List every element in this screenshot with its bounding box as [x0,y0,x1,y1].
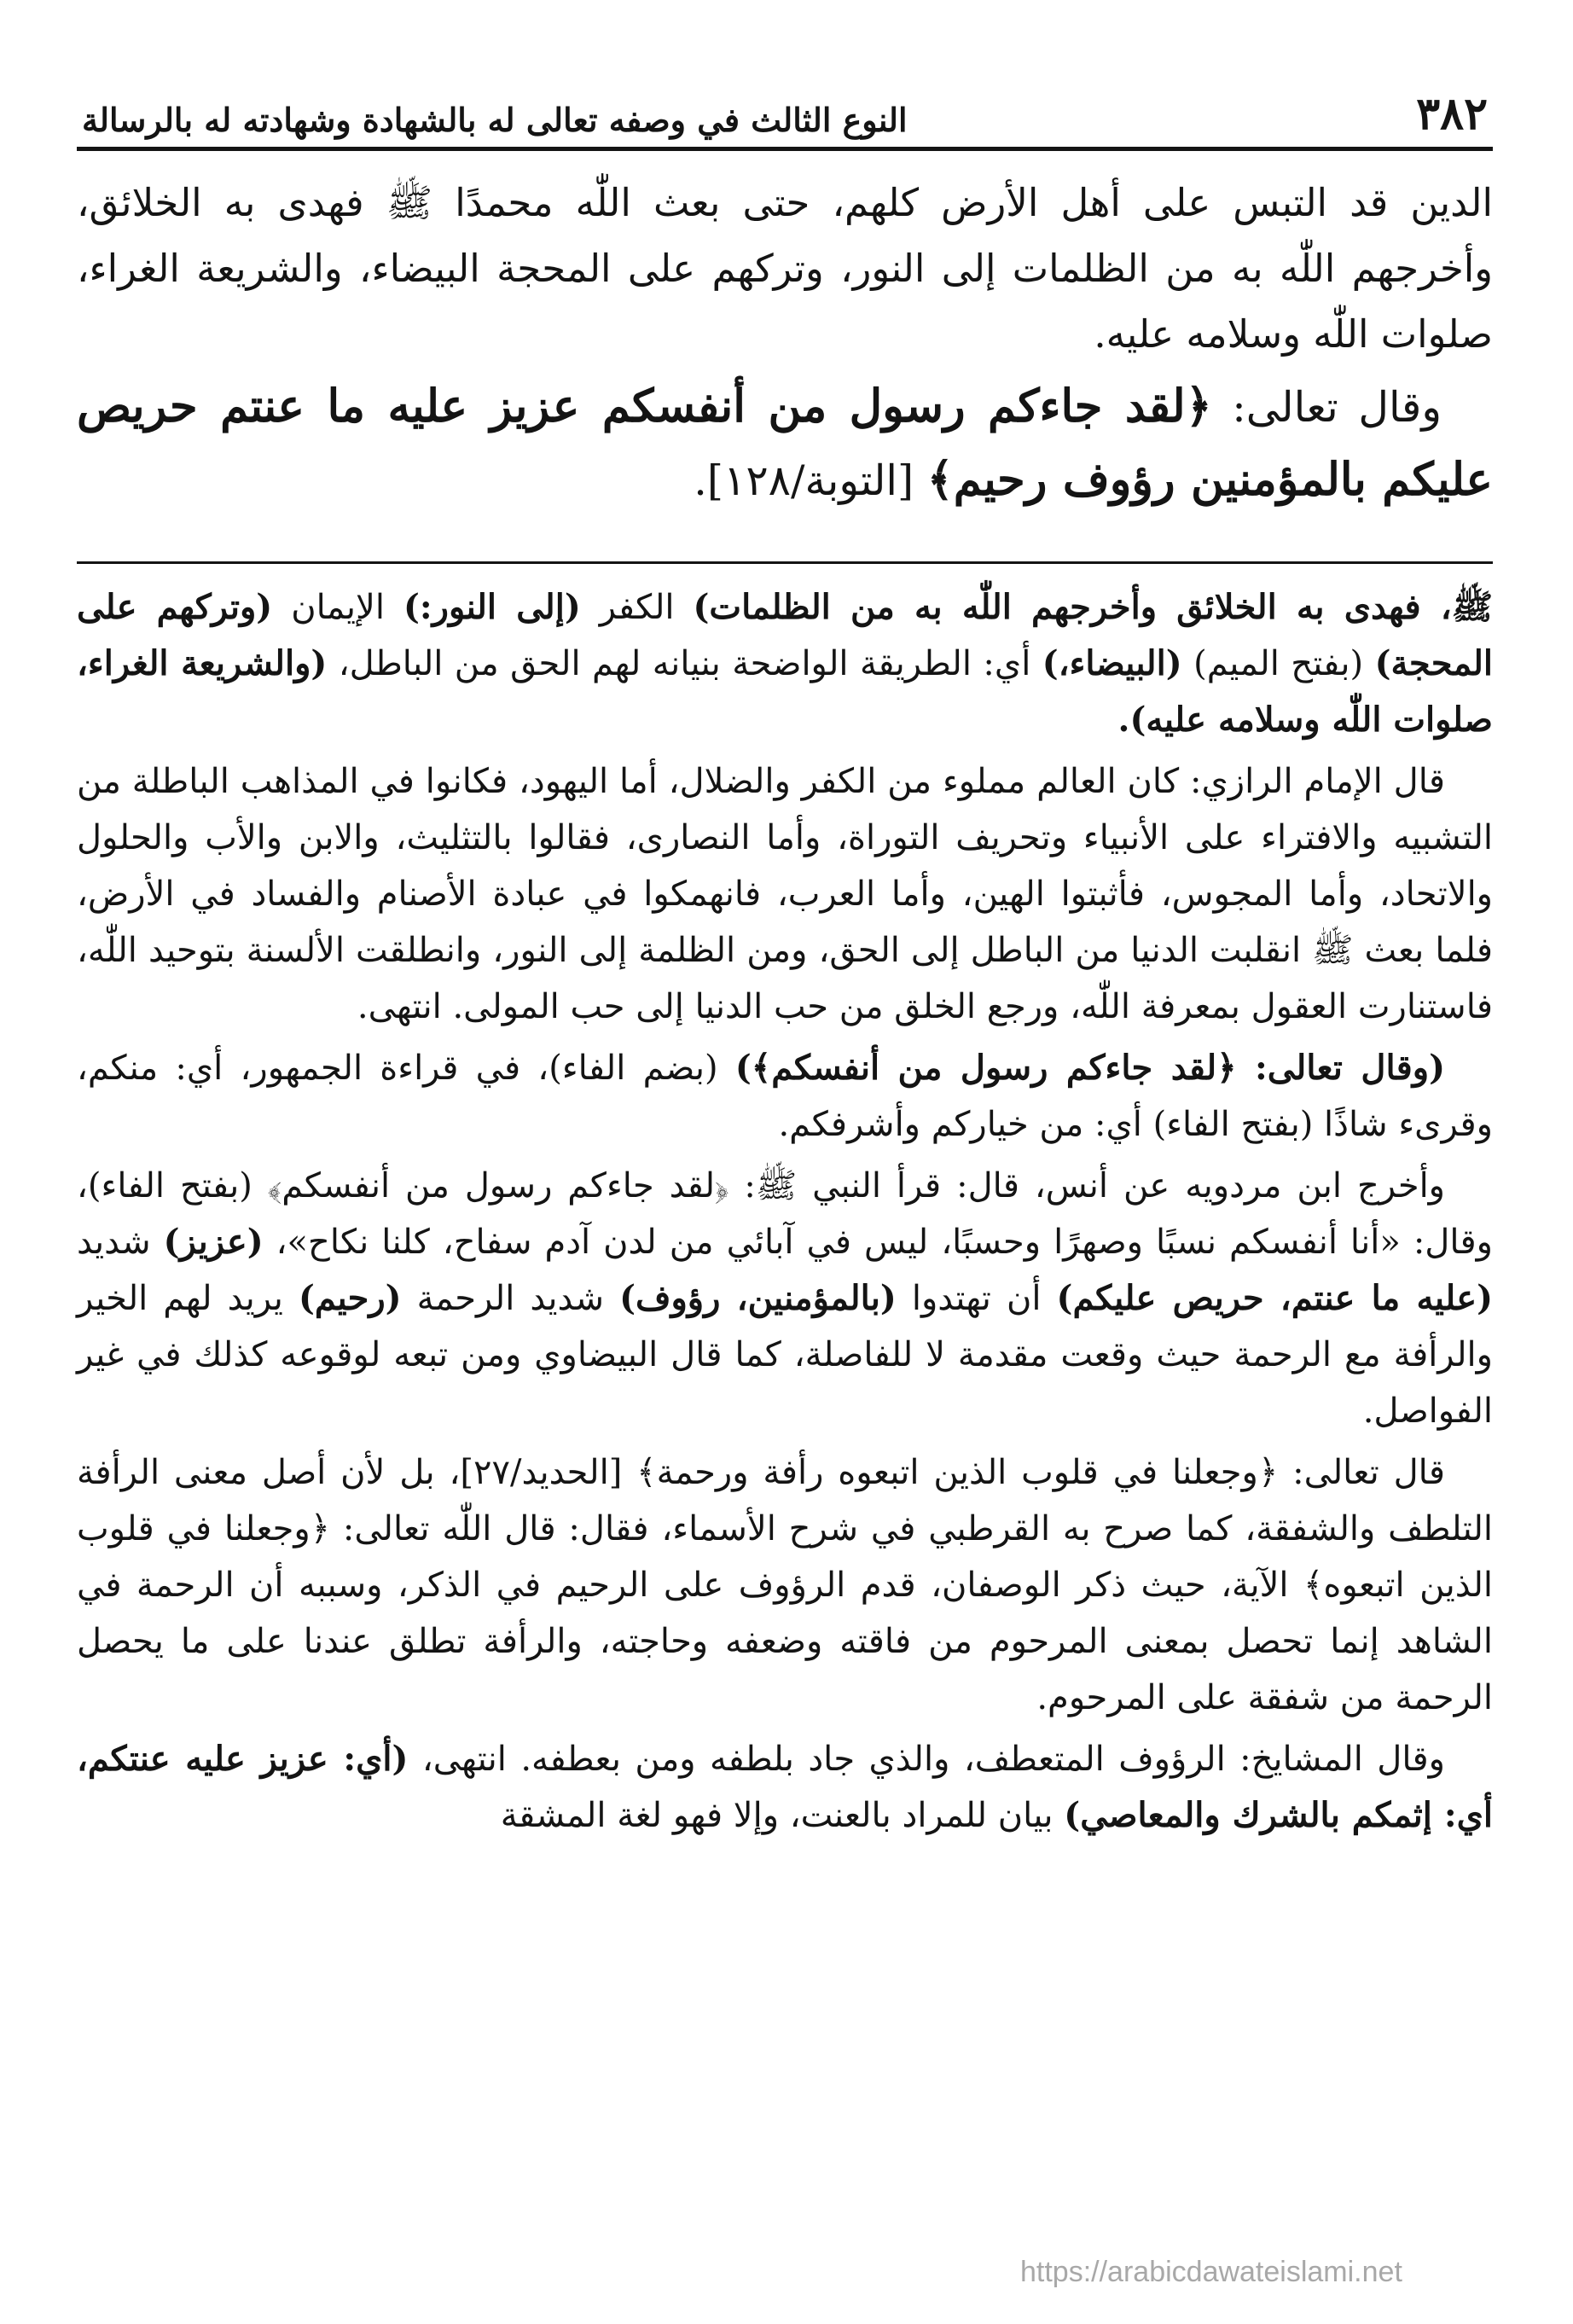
commentary-paragraph [77,1158,1493,1439]
commentary-text: وأخرج ابن مردويه عن أنس، قال: قرأ النبي ﷺ: ﴿لقد جاءكم رسول من أنفسكم﴾ (بفتح الفاء)، وقال: «أنا أنفسكم نسبًا وصهرًا وحسبًا، ليس في آبائي من لدن آدم سفاح، كلنا نكاح»، [77,1166,1493,1262]
quoted-phrase: (إلى النور:) [403,587,581,627]
commentary-text: الإيمان [272,588,403,627]
commentary-text: (بضم الفاء)، في قراءة الجمهور، أي: منكم، وقرىء شاذًا (بفتح الفاء) أي: من خياركم وأشرفكم. [77,1049,1493,1144]
running-title: النوع الثالث في وصفه تعالى له بالشهادة وشهادته له بالرسالة [82,101,908,139]
commentary-paragraph [77,1731,1493,1844]
footnote-separator [77,561,1493,564]
quoted-phrase: ﷺ، فهدى به الخلائق وأخرجهم اللّٰه به من الظلمات) [693,587,1494,627]
quoted-phrase: (عليه ما عنتم، حريص عليكم) [1056,1278,1494,1318]
quran-verse: ﴿لقد جاءكم رسول من أنفسكم عزيز عليه ما عنتم حريص عليكم بالمؤمنين رؤوف رحيم﴾ [77,380,1493,506]
running-header [77,77,1493,143]
commentary-text: شديد الرحمة [401,1279,620,1318]
verse-paragraph [77,370,1493,517]
quoted-phrase: (وتركهم على المحجة) [77,587,1493,683]
commentary [77,579,1493,1844]
commentary-text: أن تهتدوا [896,1279,1057,1318]
commentary-paragraph [77,579,1493,748]
watermark-url: https://arabicdawateislami.net [1020,2256,1402,2288]
quoted-phrase: (وقال تعالى: ﴿لقد جاءكم رسول من أنفسكم﴾) [734,1048,1445,1088]
verse-reference: [التوبة/١٢٨]. [694,456,914,505]
book-page [77,77,1493,2261]
main-text [77,170,1493,517]
verse-intro: وقال تعالى: [1232,383,1442,432]
quoted-phrase: (والشريعة الغراء، صلوات اللّٰه وسلامه عليه). [77,643,1493,740]
header-rule [77,147,1493,151]
quoted-phrase: (البيضاء،) [1042,643,1182,683]
quoted-phrase: (أي: عزيز عليه عنتكم، أي: إثمكم بالشرك والمعاصي) [77,1739,1493,1835]
page-number: ٣٨٢ [1416,88,1488,140]
commentary-paragraph [77,1040,1493,1153]
commentary-text: وقال المشايخ: الرؤوف المتعطف، والذي جاد بلطفه ومن بعطفه. انتهى، [408,1740,1445,1779]
commentary-text: (بفتح الميم) [1181,644,1375,683]
quoted-phrase: (عزيز) [163,1222,264,1262]
commentary-paragraph: قال تعالى: ﴿وجعلنا في قلوب الذين اتبعوه رأفة ورحمة﴾ [الحديد/٢٧]، بل لأن أصل معنى الرأفة التلطف والشفقة، كما صرح به القرطبي في شرح الأسماء، فقال: قال اللّٰه تعالى: ﴿وجعلنا في قلوب الذين اتبعوه﴾ الآية، حيث ذكر الوصفان، قدم الرؤوف على الرحيم في الذكر، وسببه أن الرحمة في الشاهد إنما تحصل بمعنى المرحوم من فاقته وضعفه وحاجته، والرأفة تطلق عندنا على ما يحصل الرحمة من شفقة على المرحوم. [77,1453,1493,1717]
quoted-phrase: (رحيم) [299,1278,402,1318]
commentary-text: الكفر [580,588,694,627]
quoted-phrase: (بالمؤمنين، رؤوف) [619,1278,897,1318]
main-paragraph: الدين قد التبس على أهل الأرض كلهم، حتى بعث اللّٰه محمدًا ﷺ فهدى به الخلائق، وأخرجهم اللّٰه به من الظلمات إلى النور، وتركهم على المحجة البيضاء، والشريعة الغراء، صلوات اللّٰه وسلامه عليه. [77,180,1493,357]
commentary-paragraph: قال الإمام الرازي: كان العالم مملوء من الكفر والضلال، أما اليهود، فكانوا في المذاهب الباطلة من التشبيه والافتراء على الأنبياء وتحريف التوراة، وأما النصارى، فقالوا بالتثليث، والابن والأب والحلول والاتحاد، وأما المجوس، فأثبتوا الهين، وأما العرب، فانهمكوا في عبادة الأصنام والفساد في الأرض، فلما بعث ﷺ انقلبت الدنيا من الباطل إلى الحق، ومن الظلمة إلى النور، وانطلقت الألسنة بتوحيد اللّٰه، فاستنارت العقول بمعرفة اللّٰه، ورجع الخلق من حب الدنيا إلى حب المولى. انتهى. [77,762,1493,1026]
commentary-text: أي: الطريقة الواضحة بنيانه لهم الحق من الباطل، [327,644,1042,683]
commentary-text: بيان للمراد بالعنت، وإلا فهو لغة المشقة [500,1796,1065,1835]
commentary-text: يريد لهم الخير والرأفة مع الرحمة حيث وقعت مقدمة لا للفاصلة، كما قال البيضاوي ومن تبعه لوقوعه كذلك في غير الفواصل. [77,1279,1493,1431]
commentary-text: شديد [77,1223,164,1262]
